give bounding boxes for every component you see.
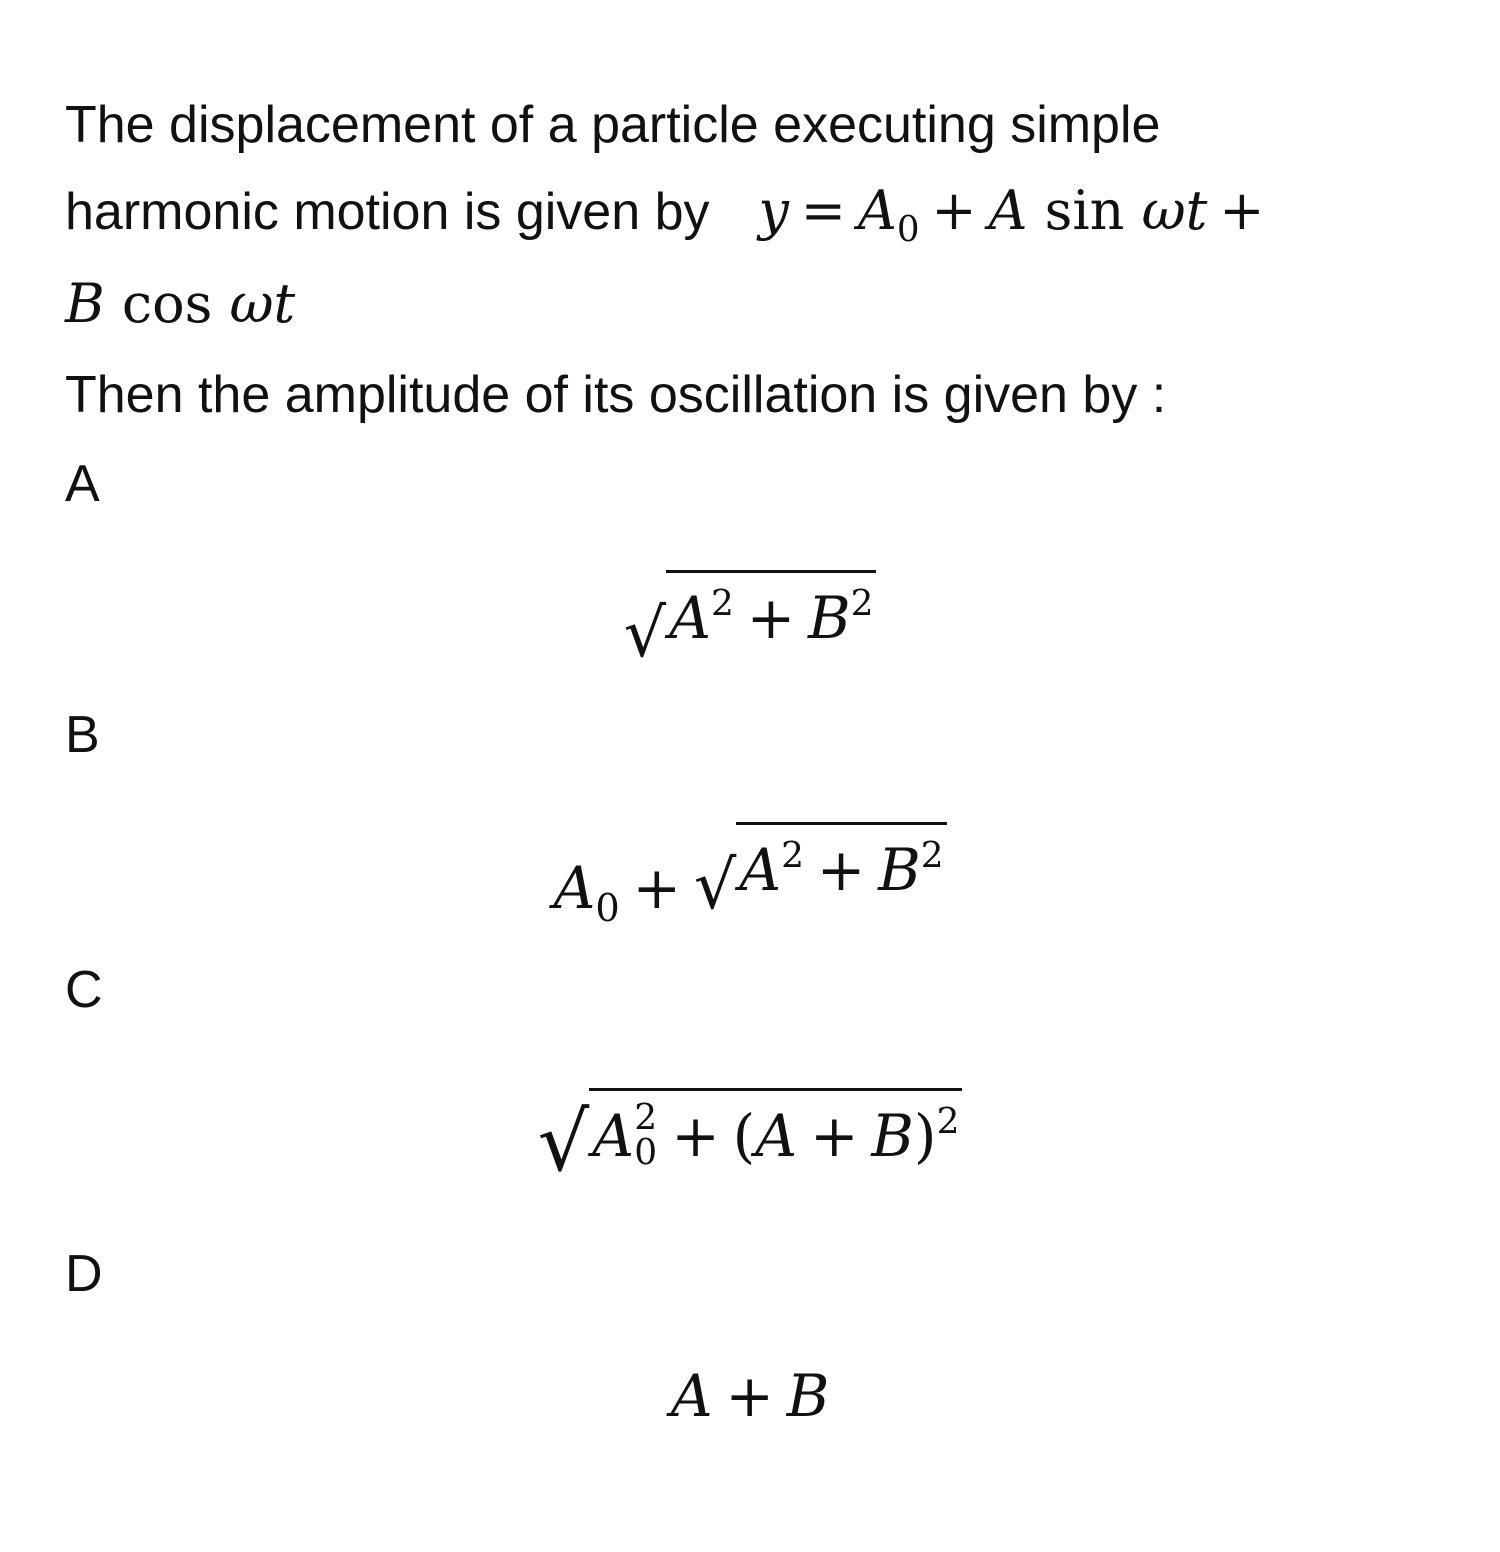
eq-cos: cos: [121, 272, 213, 335]
stem-line-1: The displacement of a particle executing simple: [65, 96, 1161, 154]
eq-A0-subscript: 0: [896, 209, 920, 251]
option-b-formula[interactable]: $A_0$ + √ $A^2 + B^2$: [0, 822, 1500, 936]
option-c-label[interactable]: C: [65, 961, 103, 1019]
option-d-formula[interactable]: A + B: [670, 1362, 830, 1430]
option-c-formula[interactable]: [0, 1088, 1500, 1190]
displacement-equation-part1: [724, 179, 1276, 251]
option-a-sqrt: √ $A^2 + B^2$: [624, 570, 877, 667]
option-c-sqrt: √ A 2 0 + $(A + B)^2$: [538, 1088, 963, 1185]
eq-plus-1: +: [931, 179, 977, 242]
radical-sign: √: [623, 593, 667, 672]
option-a-label[interactable]: A: [65, 455, 100, 513]
question-prompt: Then the amplitude of its oscillation is given by :: [65, 366, 1167, 424]
eq-equals: =: [800, 179, 846, 242]
radical-sign: √: [693, 845, 737, 924]
eq-y: y: [758, 179, 789, 242]
stem-line-2: [65, 168, 1276, 261]
eq-plus-2: +: [1219, 179, 1265, 242]
stem-line-2-text: harmonic motion is given by: [65, 183, 710, 241]
eq-sin: sin: [1044, 179, 1125, 242]
eq-omega-t-1: ωt: [1141, 179, 1208, 242]
eq-A0: A: [857, 179, 897, 242]
eq-omega-t-2: ωt: [229, 272, 296, 335]
question-stem: [65, 82, 1276, 347]
eq-B: B: [65, 272, 105, 335]
option-b-sqrt: √ $A^2 + B^2$: [694, 822, 947, 919]
option-d-label[interactable]: D: [65, 1245, 103, 1303]
option-a-formula[interactable]: [0, 570, 1500, 676]
eq-A: A: [988, 179, 1028, 242]
radical-sign: √: [537, 1096, 590, 1191]
option-b-label[interactable]: B: [65, 706, 100, 764]
stem-line-3: [65, 261, 1276, 347]
